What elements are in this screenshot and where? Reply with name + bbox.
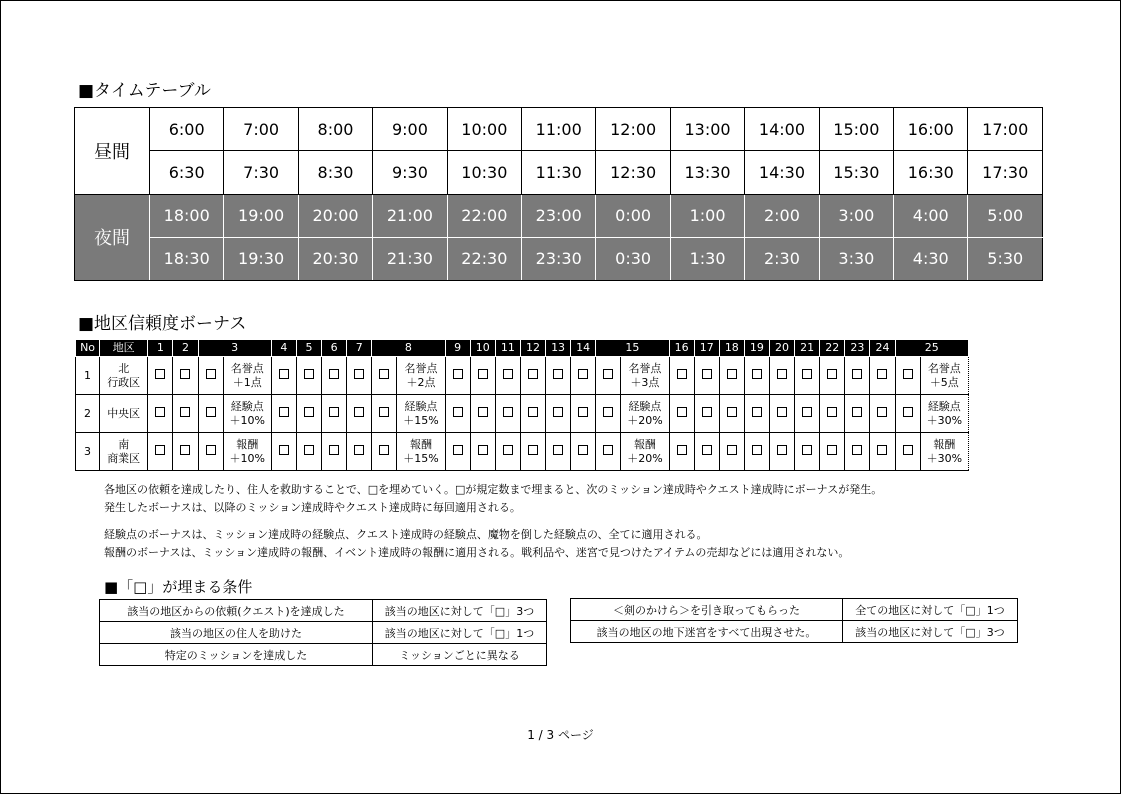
time-cell: 8:00	[298, 108, 372, 151]
checkbox-cell	[495, 433, 520, 471]
bonus-reward-text: ＋1点	[232, 375, 262, 389]
time-cell: 15:30	[819, 151, 893, 194]
bonus-reward-text: ＋15%	[403, 451, 439, 465]
checkbox-cell	[744, 395, 769, 433]
bonus-heading: ■地区信頼度ボーナス	[78, 314, 247, 334]
checkbox-cell	[845, 357, 870, 395]
checkbox-cell	[296, 433, 321, 471]
checkbox-cell	[795, 395, 820, 433]
timetable-heading: ■タイムテーブル	[78, 81, 211, 101]
checkbox-cell	[173, 395, 198, 433]
bonus-header-no: No	[76, 340, 100, 357]
bonus-row	[76, 357, 969, 395]
checkbox-cell	[870, 433, 895, 471]
time-cell: 7:00	[224, 108, 298, 151]
bonus-header-col: 19	[744, 340, 769, 357]
condition-effect: ミッションごとに異なる	[373, 644, 547, 666]
bonus-header-col: 17	[694, 340, 719, 357]
bonus-row-no: 2	[76, 395, 100, 433]
bonus-reward-text: 名誉点	[404, 361, 438, 375]
checkbox-cell	[198, 395, 223, 433]
district-name-line: 商業区	[107, 451, 141, 465]
bonus-reward-text: ＋30%	[926, 413, 963, 427]
bonus-reward-text: ＋10%	[229, 413, 265, 427]
checkbox-cell	[495, 357, 520, 395]
time-cell: 20:00	[298, 194, 372, 237]
time-cell: 14:00	[745, 108, 819, 151]
bonus-header-col: 9	[445, 340, 470, 357]
checkbox-cell	[546, 395, 571, 433]
checkbox-cell	[769, 433, 794, 471]
time-cell: 12:30	[596, 151, 670, 194]
page-number: 1 / 3 ページ	[527, 728, 594, 742]
bonus-reward-text: 報酬	[933, 437, 956, 451]
time-cell: 22:00	[447, 194, 521, 237]
bonus-reward-cell	[621, 357, 669, 395]
time-cell: 2:00	[745, 194, 819, 237]
time-cell: 23:30	[522, 237, 596, 280]
checkbox-cell	[719, 395, 744, 433]
checkbox-cell	[694, 433, 719, 471]
checkbox-cell	[520, 395, 545, 433]
bonus-header-col: 6	[322, 340, 347, 357]
bonus-header-col: 20	[769, 340, 794, 357]
timetable-row-night	[75, 237, 1043, 280]
checkbox-cell	[546, 433, 571, 471]
checkbox-cell	[470, 433, 495, 471]
time-cell: 8:30	[298, 151, 372, 194]
bonus-header-col: 11	[495, 340, 520, 357]
checkbox-cell	[694, 395, 719, 433]
checkbox-cell	[546, 357, 571, 395]
condition-text: ＜剣のかけら＞を引き取ってもらった	[571, 599, 843, 621]
bonus-header-col: 21	[795, 340, 820, 357]
time-cell: 9:00	[373, 108, 447, 151]
bonus-reward-text: ＋15%	[403, 413, 439, 427]
bonus-header-col: 16	[669, 340, 694, 357]
checkbox-cell	[173, 357, 198, 395]
bonus-reward-text: ＋3点	[630, 375, 660, 389]
bonus-reward-text: 名誉点	[230, 361, 264, 375]
condition-text: 特定のミッションを達成した	[100, 644, 373, 666]
checkbox-cell	[198, 433, 223, 471]
checkbox-cell	[895, 433, 920, 471]
bonus-header-col: 15	[596, 340, 669, 357]
bonus-reward-text: 報酬	[236, 437, 259, 451]
bonus-header-col: 3	[198, 340, 271, 357]
checkbox-cell	[769, 357, 794, 395]
checkbox-cell	[870, 357, 895, 395]
checkbox-cell	[694, 357, 719, 395]
time-cell: 3:30	[819, 237, 893, 280]
checkbox-cell	[372, 433, 397, 471]
checkbox-cell	[173, 433, 198, 471]
time-cell: 11:00	[522, 108, 596, 151]
time-cell: 4:00	[894, 194, 968, 237]
bonus-header-col: 23	[845, 340, 870, 357]
checkbox-cell	[895, 357, 920, 395]
checkbox-cell	[148, 433, 173, 471]
checkbox-cell	[769, 395, 794, 433]
time-cell: 20:30	[298, 237, 372, 280]
time-cell: 11:30	[522, 151, 596, 194]
checkbox-cell	[296, 357, 321, 395]
condition-row	[571, 599, 1018, 621]
checkbox-cell	[520, 433, 545, 471]
time-cell: 19:00	[224, 194, 298, 237]
bonus-reward-cell	[920, 395, 968, 433]
bonus-table	[75, 339, 969, 471]
time-cell: 13:30	[670, 151, 744, 194]
conditions-heading: ■「□」が埋まる条件	[104, 578, 253, 596]
bonus-header-col: 18	[719, 340, 744, 357]
bonus-header-district: 地区	[100, 340, 148, 357]
bonus-header-col: 22	[820, 340, 845, 357]
bonus-header-col: 7	[347, 340, 372, 357]
checkbox-cell	[795, 433, 820, 471]
checkbox-cell	[669, 357, 694, 395]
checkbox-cell	[820, 357, 845, 395]
time-cell: 6:00	[150, 108, 224, 151]
time-cell: 0:00	[596, 194, 670, 237]
bonus-reward-text: 名誉点	[927, 361, 961, 375]
checkbox-cell	[596, 433, 621, 471]
bonus-reward-cell	[397, 433, 445, 471]
checkbox-cell	[347, 433, 372, 471]
checkbox-cell	[470, 395, 495, 433]
bonus-reward-text: 経験点	[927, 399, 961, 413]
checkbox-cell	[571, 395, 596, 433]
checkbox-cell	[470, 357, 495, 395]
time-cell: 13:00	[670, 108, 744, 151]
timetable-row-day	[75, 108, 1043, 151]
time-cell: 6:30	[150, 151, 224, 194]
district-name-line: 行政区	[107, 375, 141, 389]
time-cell: 17:30	[968, 151, 1043, 194]
bonus-header-col: 14	[571, 340, 596, 357]
bonus-row-district	[100, 357, 148, 395]
checkbox-cell	[445, 395, 470, 433]
bonus-reward-text: 報酬	[633, 437, 656, 451]
time-cell: 9:30	[373, 151, 447, 194]
time-cell: 5:30	[968, 237, 1043, 280]
checkbox-cell	[445, 357, 470, 395]
time-cell: 10:00	[447, 108, 521, 151]
condition-effect: 全ての地区に対して「□」1つ	[843, 599, 1018, 621]
checkbox-cell	[719, 433, 744, 471]
checkbox-cell	[322, 433, 347, 471]
time-cell: 3:00	[819, 194, 893, 237]
bonus-header-col: 13	[546, 340, 571, 357]
time-cell: 12:00	[596, 108, 670, 151]
condition-row	[571, 621, 1018, 643]
timetable-label-day: 昼間	[75, 108, 150, 195]
bonus-header-col: 24	[870, 340, 895, 357]
time-cell: 1:00	[670, 194, 744, 237]
checkbox-cell	[719, 357, 744, 395]
checkbox-cell	[596, 395, 621, 433]
time-cell: 21:00	[373, 194, 447, 237]
note-line: 経験点のボーナスは、ミッション達成時の経験点、クエスト達成時の経験点、魔物を倒した経験点の、全てに適用される。	[104, 528, 708, 541]
notes-bonus	[104, 481, 882, 517]
checkbox-cell	[820, 433, 845, 471]
checkbox-cell	[820, 395, 845, 433]
time-cell: 10:30	[447, 151, 521, 194]
time-cell: 7:30	[224, 151, 298, 194]
checkbox-cell	[571, 357, 596, 395]
checkbox-cell	[296, 395, 321, 433]
note-line: 報酬のボーナスは、ミッション達成時の報酬、イベント達成時の報酬に適用される。戦利品や、迷宮で見つけたアイテムの売却などには適用されない。	[104, 546, 850, 559]
checkbox-cell	[372, 357, 397, 395]
bonus-header-col: 25	[895, 340, 968, 357]
bonus-reward-text: 報酬	[409, 437, 432, 451]
checkbox-cell	[372, 395, 397, 433]
bonus-row-no: 3	[76, 433, 100, 471]
bonus-reward-cell	[397, 395, 445, 433]
checkbox-cell	[520, 357, 545, 395]
bonus-row-no: 1	[76, 357, 100, 395]
bonus-reward-cell	[223, 395, 271, 433]
condition-row	[100, 622, 547, 644]
bonus-header-col: 4	[271, 340, 296, 357]
conditions-table-left	[99, 599, 547, 666]
bonus-row	[76, 433, 969, 471]
condition-row	[100, 600, 547, 622]
note-line: 各地区の依頼を達成したり、住人を救助することで、□を埋めていく。□が規定数まで埋まると、次のミッション達成時やクエスト達成時にボーナスが発生。	[104, 483, 883, 496]
checkbox-cell	[322, 395, 347, 433]
bonus-reward-cell	[621, 433, 669, 471]
checkbox-cell	[347, 395, 372, 433]
checkbox-cell	[669, 395, 694, 433]
district-name-line: 中央区	[107, 406, 141, 420]
time-cell: 4:30	[894, 237, 968, 280]
bonus-reward-text: 名誉点	[628, 361, 662, 375]
bonus-reward-text: ＋20%	[627, 413, 663, 427]
checkbox-cell	[148, 357, 173, 395]
conditions-table-right	[570, 598, 1018, 643]
checkbox-cell	[198, 357, 223, 395]
bonus-reward-cell	[920, 433, 968, 471]
district-name-line: 北	[118, 361, 130, 375]
bonus-reward-cell	[397, 357, 445, 395]
bonus-header-col: 2	[173, 340, 198, 357]
bonus-reward-cell	[223, 357, 271, 395]
timetable	[74, 107, 1043, 281]
checkbox-cell	[271, 395, 296, 433]
bonus-reward-text: ＋5点	[929, 375, 959, 389]
notes-types	[104, 526, 849, 562]
checkbox-cell	[870, 395, 895, 433]
bonus-reward-text: ＋30%	[926, 451, 963, 465]
bonus-header-col: 12	[520, 340, 545, 357]
bonus-reward-cell	[920, 357, 968, 395]
checkbox-cell	[445, 433, 470, 471]
bonus-reward-text: ＋10%	[229, 451, 265, 465]
time-cell: 18:30	[150, 237, 224, 280]
checkbox-cell	[271, 433, 296, 471]
time-cell: 1:30	[670, 237, 744, 280]
bonus-header-col: 5	[296, 340, 321, 357]
checkbox-cell	[271, 357, 296, 395]
bonus-header-col: 1	[148, 340, 173, 357]
time-cell: 18:00	[150, 194, 224, 237]
condition-row	[100, 644, 547, 666]
checkbox-cell	[596, 357, 621, 395]
checkbox-cell	[571, 433, 596, 471]
time-cell: 21:30	[373, 237, 447, 280]
time-cell: 0:30	[596, 237, 670, 280]
note-line: 発生したボーナスは、以降のミッション達成時やクエスト達成時に毎回適用される。	[104, 501, 521, 514]
bonus-reward-text: 経験点	[628, 399, 662, 413]
bonus-row-district	[100, 433, 148, 471]
timetable-label-night: 夜間	[75, 194, 150, 281]
checkbox-cell	[495, 395, 520, 433]
bonus-header-col: 10	[470, 340, 495, 357]
checkbox-cell	[795, 357, 820, 395]
checkbox-cell	[895, 395, 920, 433]
checkbox-cell	[669, 433, 694, 471]
checkbox-cell	[744, 433, 769, 471]
checkbox-cell	[744, 357, 769, 395]
condition-text: 該当の地区の地下迷宮をすべて出現させた。	[571, 621, 843, 643]
checkbox-cell	[845, 433, 870, 471]
condition-effect: 該当の地区に対して「□」1つ	[373, 622, 547, 644]
time-cell: 5:00	[968, 194, 1043, 237]
condition-effect: 該当の地区に対して「□」3つ	[843, 621, 1018, 643]
time-cell: 17:00	[968, 108, 1043, 151]
checkbox-cell	[845, 395, 870, 433]
checkbox-cell	[148, 395, 173, 433]
bonus-reward-text: ＋20%	[627, 451, 663, 465]
time-cell: 23:00	[522, 194, 596, 237]
time-cell: 16:30	[894, 151, 968, 194]
bonus-header-col: 8	[372, 340, 445, 357]
bonus-reward-cell	[223, 433, 271, 471]
timetable-row-night	[75, 194, 1043, 237]
timetable-row-day	[75, 151, 1043, 194]
time-cell: 19:30	[224, 237, 298, 280]
time-cell: 22:30	[447, 237, 521, 280]
bonus-reward-text: 経験点	[230, 399, 264, 413]
condition-text: 該当の地区からの依頼(クエスト)を達成した	[100, 600, 373, 622]
time-cell: 15:00	[819, 108, 893, 151]
district-name-line: 南	[118, 437, 130, 451]
condition-effect: 該当の地区に対して「□」3つ	[373, 600, 547, 622]
time-cell: 2:30	[745, 237, 819, 280]
bonus-row	[76, 395, 969, 433]
bonus-reward-text: ＋2点	[406, 375, 436, 389]
bonus-row-district	[100, 395, 148, 433]
checkbox-cell	[322, 357, 347, 395]
bonus-reward-cell	[621, 395, 669, 433]
bonus-reward-text: 経験点	[404, 399, 438, 413]
condition-text: 該当の地区の住人を助けた	[100, 622, 373, 644]
time-cell: 16:00	[894, 108, 968, 151]
time-cell: 14:30	[745, 151, 819, 194]
checkbox-cell	[347, 357, 372, 395]
